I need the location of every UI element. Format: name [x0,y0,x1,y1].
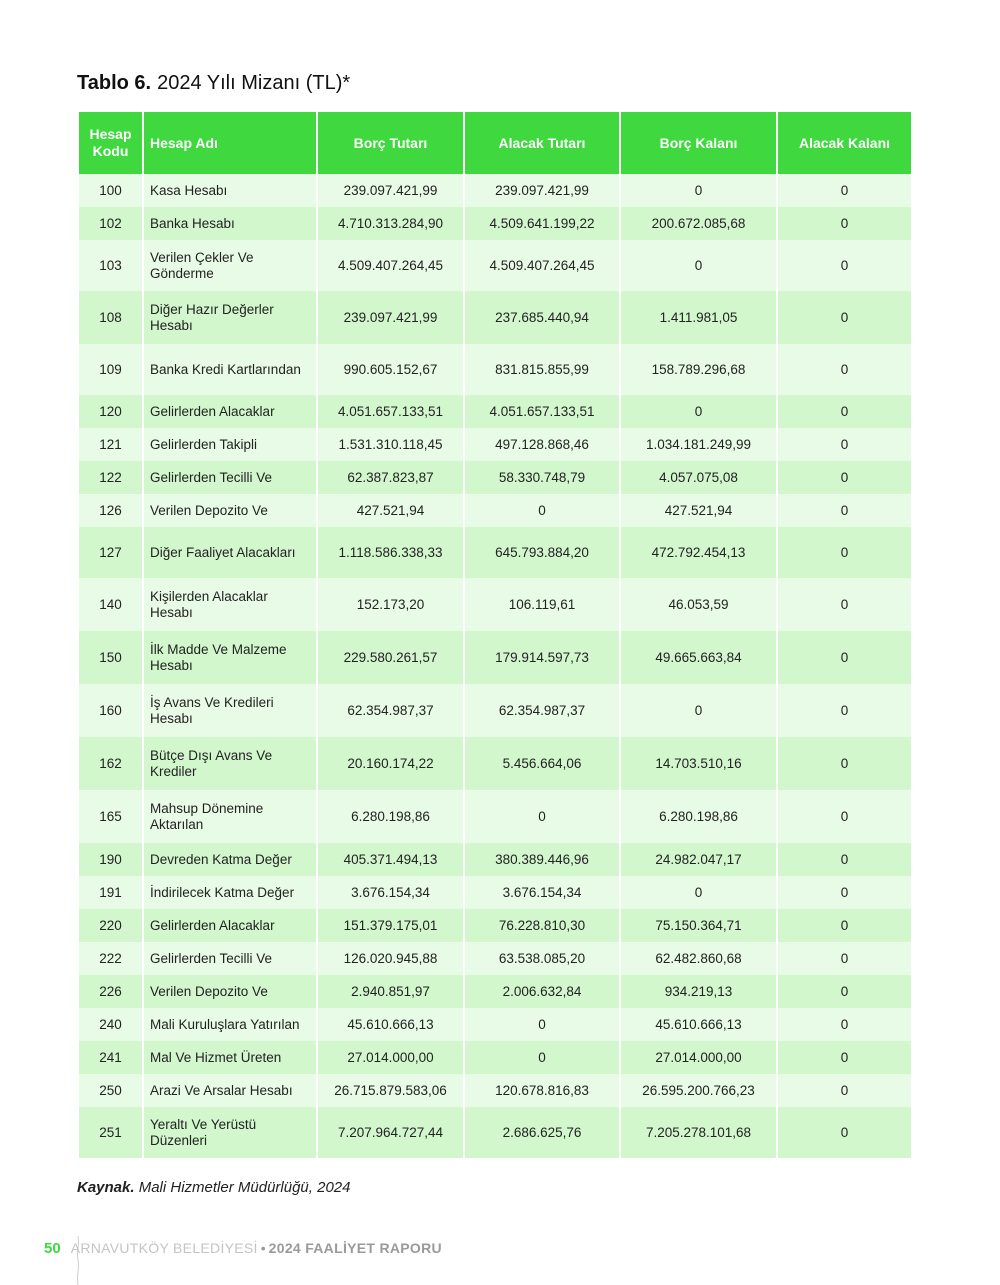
table-row [79,1107,911,1158]
cell-account-name: İndirilecek Katma Değer [144,876,316,909]
cell-credit-balance: 0 [778,1107,911,1158]
cell-debit-amount: 1.118.586.338,33 [318,527,463,578]
table-title-text: 2024 Yılı Mizanı (TL)* [157,72,351,94]
trial-balance-table [77,112,913,1158]
cell-credit-amount: 380.389.446,96 [465,843,619,876]
cell-account-name: Kişilerden Alacaklar Hesabı [144,578,316,631]
cell-account-code: 220 [79,909,142,942]
table-row [79,737,911,790]
table-row [79,207,911,240]
cell-account-name: Gelirlerden Alacaklar [144,395,316,428]
cell-debit-amount: 4.710.313.284,90 [318,207,463,240]
cell-debit-amount: 990.605.152,67 [318,344,463,395]
table-row [79,876,911,909]
cell-debit-balance: 0 [621,174,776,207]
cell-account-code: 251 [79,1107,142,1158]
cell-account-name: Mali Kuruluşlara Yatırılan [144,1008,316,1041]
cell-credit-balance: 0 [778,461,911,494]
cell-credit-balance: 0 [778,684,911,737]
cell-account-name: Bütçe Dışı Avans Ve Krediler [144,737,316,790]
table-row [79,631,911,684]
cell-credit-amount: 239.097.421,99 [465,174,619,207]
cell-debit-balance: 427.521,94 [621,494,776,527]
cell-account-code: 191 [79,876,142,909]
cell-debit-amount: 62.354.987,37 [318,684,463,737]
header-debit-balance: Borç Kalanı [621,112,776,174]
header-debit-amount: Borç Tutarı [318,112,463,174]
table-row [79,527,911,578]
cell-debit-balance: 1.411.981,05 [621,291,776,344]
cell-debit-balance: 14.703.510,16 [621,737,776,790]
footer-separator: • [260,1240,266,1256]
cell-account-name: Verilen Çekler Ve Gönderme [144,240,316,291]
cell-account-name: Mal Ve Hizmet Üreten [144,1041,316,1074]
table-header-row [79,112,911,174]
cell-debit-amount: 6.280.198,86 [318,790,463,843]
cell-account-name: Banka Hesabı [144,207,316,240]
table-row [79,1008,911,1041]
cell-debit-amount: 427.521,94 [318,494,463,527]
cell-account-name: Gelirlerden Tecilli Ve [144,942,316,975]
table-row [79,291,911,344]
cell-debit-amount: 7.207.964.727,44 [318,1107,463,1158]
cell-account-code: 165 [79,790,142,843]
cell-debit-amount: 62.387.823,87 [318,461,463,494]
cell-account-name: Diğer Faaliyet Alacakları [144,527,316,578]
cell-credit-amount: 237.685.440,94 [465,291,619,344]
cell-account-code: 102 [79,207,142,240]
table-row [79,344,911,395]
cell-debit-balance: 7.205.278.101,68 [621,1107,776,1158]
cell-account-code: 120 [79,395,142,428]
cell-credit-amount: 3.676.154,34 [465,876,619,909]
cell-credit-amount: 63.538.085,20 [465,942,619,975]
page-number: 50 [44,1240,61,1257]
cell-credit-balance: 0 [778,975,911,1008]
cell-account-name: İlk Madde Ve Malzeme Hesabı [144,631,316,684]
table-row [79,240,911,291]
header-credit-amount: Alacak Tutarı [465,112,619,174]
table-row [79,790,911,843]
cell-credit-balance: 0 [778,876,911,909]
cell-debit-balance: 0 [621,684,776,737]
cell-debit-amount: 4.509.407.264,45 [318,240,463,291]
cell-credit-amount: 0 [465,1041,619,1074]
cell-account-name: İş Avans Ve Kredileri Hesabı [144,684,316,737]
cell-account-code: 126 [79,494,142,527]
cell-debit-balance: 472.792.454,13 [621,527,776,578]
table-row [79,942,911,975]
cell-account-code: 127 [79,527,142,578]
cell-credit-amount: 645.793.884,20 [465,527,619,578]
header-account-name: Hesap Adı [144,112,316,174]
cell-credit-amount: 0 [465,1008,619,1041]
cell-credit-amount: 0 [465,494,619,527]
cell-credit-balance: 0 [778,207,911,240]
table-row [79,174,911,207]
cell-credit-balance: 0 [778,291,911,344]
table-row [79,975,911,1008]
cell-account-code: 226 [79,975,142,1008]
cell-credit-amount: 76.228.810,30 [465,909,619,942]
cell-account-code: 108 [79,291,142,344]
cell-credit-amount: 58.330.748,79 [465,461,619,494]
cell-credit-balance: 0 [778,1041,911,1074]
cell-account-name: Diğer Hazır Değerler Hesabı [144,291,316,344]
cell-account-code: 240 [79,1008,142,1041]
page-footer [44,1240,442,1257]
cell-debit-amount: 27.014.000,00 [318,1041,463,1074]
table-row [79,494,911,527]
cell-credit-amount: 2.006.632,84 [465,975,619,1008]
cell-debit-balance: 26.595.200.766,23 [621,1074,776,1107]
table-row [79,428,911,461]
source-label: Kaynak. [77,1179,135,1196]
cell-debit-balance: 0 [621,240,776,291]
cell-account-code: 222 [79,942,142,975]
table-row [79,461,911,494]
cell-account-code: 100 [79,174,142,207]
cell-credit-amount: 179.914.597,73 [465,631,619,684]
cell-account-code: 241 [79,1041,142,1074]
cell-debit-amount: 2.940.851,97 [318,975,463,1008]
cell-account-name: Yeraltı Ve Yerüstü Düzenleri [144,1107,316,1158]
cell-debit-amount: 26.715.879.583,06 [318,1074,463,1107]
cell-credit-balance: 0 [778,1074,911,1107]
cell-debit-amount: 126.020.945,88 [318,942,463,975]
cell-account-name: Arazi Ve Arsalar Hesabı [144,1074,316,1107]
cell-account-code: 150 [79,631,142,684]
table-row [79,843,911,876]
cell-credit-balance: 0 [778,578,911,631]
cell-account-code: 121 [79,428,142,461]
cell-account-name: Gelirlerden Takipli [144,428,316,461]
cell-credit-amount: 4.509.407.264,45 [465,240,619,291]
cell-credit-amount: 2.686.625,76 [465,1107,619,1158]
cell-credit-balance: 0 [778,174,911,207]
cell-debit-balance: 27.014.000,00 [621,1041,776,1074]
cell-credit-balance: 0 [778,909,911,942]
cell-credit-amount: 831.815.855,99 [465,344,619,395]
cell-credit-amount: 497.128.868,46 [465,428,619,461]
cell-debit-amount: 1.531.310.118,45 [318,428,463,461]
source-note [77,1179,350,1196]
cell-credit-balance: 0 [778,240,911,291]
cell-account-code: 250 [79,1074,142,1107]
cell-debit-balance: 934.219,13 [621,975,776,1008]
table-row [79,909,911,942]
table-row [79,395,911,428]
header-account-code: Hesap Kodu [79,112,142,174]
cell-account-code: 162 [79,737,142,790]
cell-account-name: Mahsup Dönemine Aktarılan [144,790,316,843]
cell-credit-balance: 0 [778,631,911,684]
cell-debit-balance: 62.482.860,68 [621,942,776,975]
cell-account-code: 140 [79,578,142,631]
cell-debit-amount: 229.580.261,57 [318,631,463,684]
table-row [79,684,911,737]
table-title [77,72,350,95]
cell-account-name: Gelirlerden Tecilli Ve [144,461,316,494]
cell-credit-balance: 0 [778,942,911,975]
cell-debit-amount: 20.160.174,22 [318,737,463,790]
cell-credit-balance: 0 [778,527,911,578]
header-credit-balance: Alacak Kalanı [778,112,911,174]
cell-credit-balance: 0 [778,843,911,876]
cell-account-name: Verilen Depozito Ve [144,975,316,1008]
cell-credit-balance: 0 [778,790,911,843]
cell-debit-amount: 152.173,20 [318,578,463,631]
cell-debit-balance: 0 [621,395,776,428]
footer-org: ARNAVUTKÖY BELEDİYESİ [70,1240,258,1256]
cell-debit-balance: 46.053,59 [621,578,776,631]
cell-credit-amount: 5.456.664,06 [465,737,619,790]
cell-credit-balance: 0 [778,494,911,527]
cell-debit-amount: 405.371.494,13 [318,843,463,876]
cell-credit-amount: 0 [465,790,619,843]
cell-credit-balance: 0 [778,737,911,790]
cell-account-name: Devreden Katma Değer [144,843,316,876]
cell-account-code: 122 [79,461,142,494]
cell-account-code: 190 [79,843,142,876]
cell-credit-balance: 0 [778,1008,911,1041]
cell-credit-balance: 0 [778,428,911,461]
cell-account-name: Banka Kredi Kartlarından [144,344,316,395]
cell-credit-amount: 106.119,61 [465,578,619,631]
cell-debit-balance: 0 [621,876,776,909]
cell-account-name: Verilen Depozito Ve [144,494,316,527]
source-text: Mali Hizmetler Müdürlüğü, 2024 [138,1179,351,1196]
cell-debit-balance: 4.057.075,08 [621,461,776,494]
cell-debit-amount: 239.097.421,99 [318,174,463,207]
cell-debit-balance: 45.610.666,13 [621,1008,776,1041]
cell-debit-balance: 24.982.047,17 [621,843,776,876]
cell-account-code: 109 [79,344,142,395]
cell-account-name: Gelirlerden Alacaklar [144,909,316,942]
cell-debit-balance: 200.672.085,68 [621,207,776,240]
cell-account-code: 160 [79,684,142,737]
footer-report: 2024 FAALİYET RAPORU [268,1240,442,1256]
table-label: Tablo 6. [77,72,152,94]
cell-credit-amount: 62.354.987,37 [465,684,619,737]
table-row [79,578,911,631]
cell-debit-amount: 4.051.657.133,51 [318,395,463,428]
cell-debit-balance: 1.034.181.249,99 [621,428,776,461]
table-row [79,1041,911,1074]
cell-account-code: 103 [79,240,142,291]
cell-credit-balance: 0 [778,344,911,395]
cell-debit-balance: 6.280.198,86 [621,790,776,843]
cell-debit-amount: 151.379.175,01 [318,909,463,942]
cell-debit-amount: 45.610.666,13 [318,1008,463,1041]
cell-credit-amount: 4.509.641.199,22 [465,207,619,240]
cell-debit-balance: 75.150.364,71 [621,909,776,942]
cell-debit-balance: 49.665.663,84 [621,631,776,684]
cell-debit-amount: 3.676.154,34 [318,876,463,909]
table-row [79,1074,911,1107]
cell-debit-balance: 158.789.296,68 [621,344,776,395]
cell-account-name: Kasa Hesabı [144,174,316,207]
cell-credit-amount: 4.051.657.133,51 [465,395,619,428]
cell-credit-balance: 0 [778,395,911,428]
cell-credit-amount: 120.678.816,83 [465,1074,619,1107]
cell-debit-amount: 239.097.421,99 [318,291,463,344]
